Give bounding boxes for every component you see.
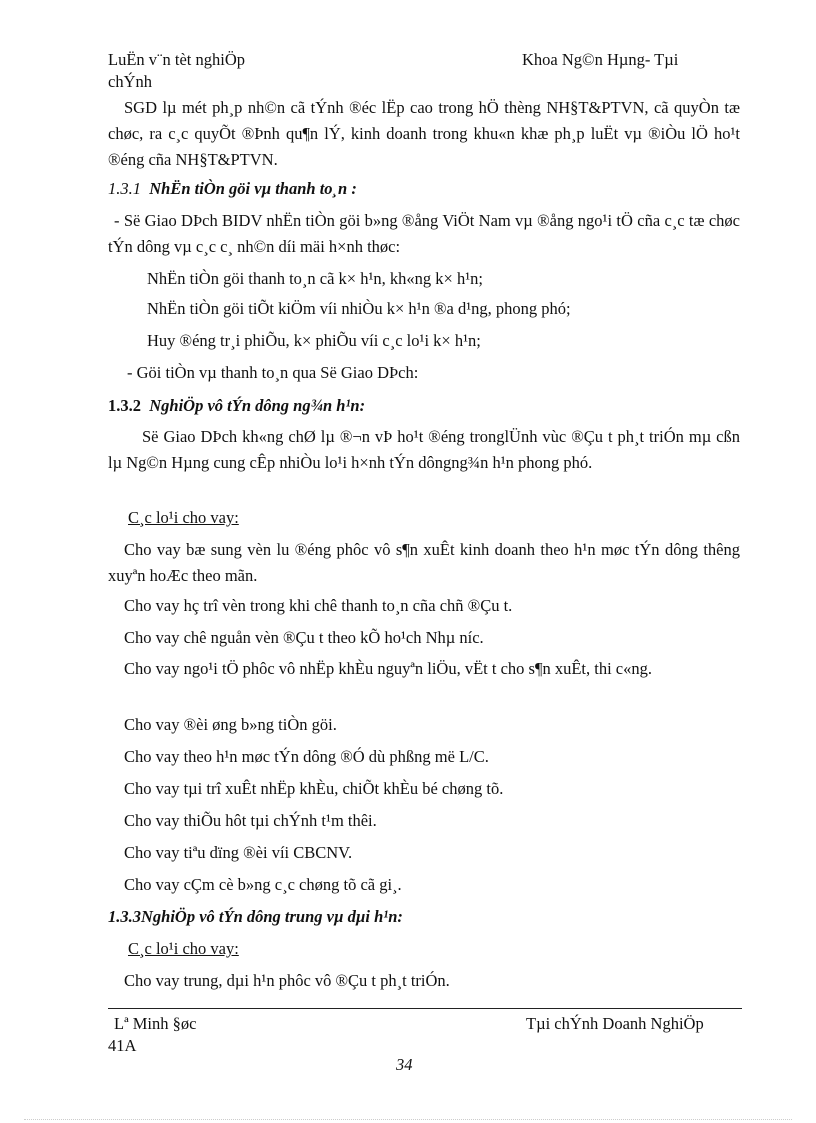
paragraph-foreign-currency-loan: Cho vay ngo¹i tÖ phôc vô nhËp khÈu nguyªn liÖu, vËt t cho s¶n xuÊt, thi c«ng. — [124, 659, 652, 678]
header-left-line1: LuËn v¨n tèt nghiÖp — [108, 50, 246, 69]
page-edge-dotted-line — [24, 1119, 792, 1120]
paragraph-working-capital-loan: Cho vay bæ sung vèn lu ®éng phôc vô s¶n xuÊt kinh doanh theo h¹n møc tÝn dông thêng xuyªn hoÆc theo mãn. — [108, 540, 740, 585]
list-item-temporary-deficit: Cho vay thiÕu hôt tµi chÝnh t¹m thêi. — [124, 811, 377, 830]
list-item-trade-finance: Cho vay tµi trî xuÊt nhËp khÈu, chiÕt khÈu bé chøng tõ. — [124, 779, 504, 798]
list-item-deposit-backed-loan: Cho vay ®èi øng b»ng tiÒn göi. — [124, 715, 337, 734]
list-item-medium-long-loan: Cho vay trung, dµi h¹n phôc vô ®Çu t ph¸t triÓn. — [124, 971, 450, 990]
section-heading-1-3-2 — [108, 395, 365, 417]
list-item-pledge-loan: Cho vay cÇm cè b»ng c¸c chøng tõ cã gi¸. — [124, 875, 402, 894]
list-item-lc-loan: Cho vay theo h¹n møc tÝn dông ®Ó dù phßng më L/C. — [124, 747, 489, 766]
page-number: 34 — [396, 1055, 413, 1074]
section-title: NghiÖp vô tÝn dông ng¾n h¹n: — [149, 396, 366, 415]
list-item-bridge-loan: Cho vay hç trî vèn trong khi chê thanh to¸n cña chñ ®Çu t. — [124, 596, 513, 615]
list-item-state-plan-loan: Cho vay chê nguån vèn ®Çu t theo kÕ ho¹ch Nhµ níc. — [124, 628, 484, 647]
footer-divider — [108, 1008, 742, 1009]
section-number: 1.3.1 — [108, 179, 141, 198]
list-item-savings: NhËn tiÒn göi tiÕt kiÖm víi nhiÒu k× h¹n ®a d¹ng, phong phó; — [147, 299, 571, 318]
section-heading-1-3-1 — [108, 178, 357, 200]
paragraph-deposits: - Së Giao DÞch BIDV nhËn tiÒn göi b»ng ®ång ViÖt Nam vµ ®ång ngo¹i tÖ cña c¸c tæ chøc tÝn dông vµ c¸c c¸ nh©n díi mäi h×nh thøc: — [108, 211, 740, 256]
footer-class: 41A — [108, 1036, 137, 1055]
header-left-line2: chÝnh — [108, 72, 152, 91]
footer-right: Tµi chÝnh Doanh NghiÖp — [526, 1014, 704, 1033]
paragraph-short-term-credit: Së Giao DÞch kh«ng chØ lµ ®¬n vÞ ho¹t ®éng tronglÜnh vùc ®Çu t ph¸t triÓn mµ cßn lµ Ng©n Hµng cung cÊp nhiÒu lo¹i h×nh tÝn dôngng¾n h¹n phong phó. — [108, 427, 740, 472]
list-item-deposit-term: NhËn tiÒn göi thanh to¸n cã k× h¹n, kh«ng k× h¹n; — [147, 269, 484, 288]
section-heading-1-3-3: 1.3.3NghiÖp vô tÝn dông trung vµ dµi h¹n: — [108, 907, 403, 926]
paragraph-transfer: - Göi tiÒn vµ thanh to¸n qua Së Giao DÞch: — [127, 363, 419, 382]
paragraph-sgd-intro: SGD lµ mét ph¸p nh©n cã tÝnh ®éc lËp cao trong hÖ thèng NH§T&PTVN, cã quyÒn tæ chøc, ra c¸c quyÕt ®Þnh qu¶n lÝ, kinh doanh trong khu«n khæ ph¸p luËt vµ ®iÒu lÖ ho¹t ®éng cña NH§T&PTVN. — [108, 98, 740, 169]
subheading-loan-types: C¸c lo¹i cho vay: — [128, 508, 239, 527]
list-item-staff-consumer-loan: Cho vay tiªu dïng ®èi víi CBCNV. — [124, 843, 353, 862]
section-title: NhËn tiÒn göi vµ thanh to¸n : — [149, 179, 357, 198]
list-item-bonds: Huy ®éng tr¸i phiÕu, k× phiÕu víi c¸c lo¹i k× h¹n; — [147, 331, 481, 350]
footer-author: Lª Minh §øc — [114, 1014, 197, 1033]
subheading-loan-types-2: C¸c lo¹i cho vay: — [128, 939, 239, 958]
header-right: Khoa Ng©n Hµng- Tµi — [522, 50, 679, 69]
section-number: 1.3.2 — [108, 396, 141, 415]
